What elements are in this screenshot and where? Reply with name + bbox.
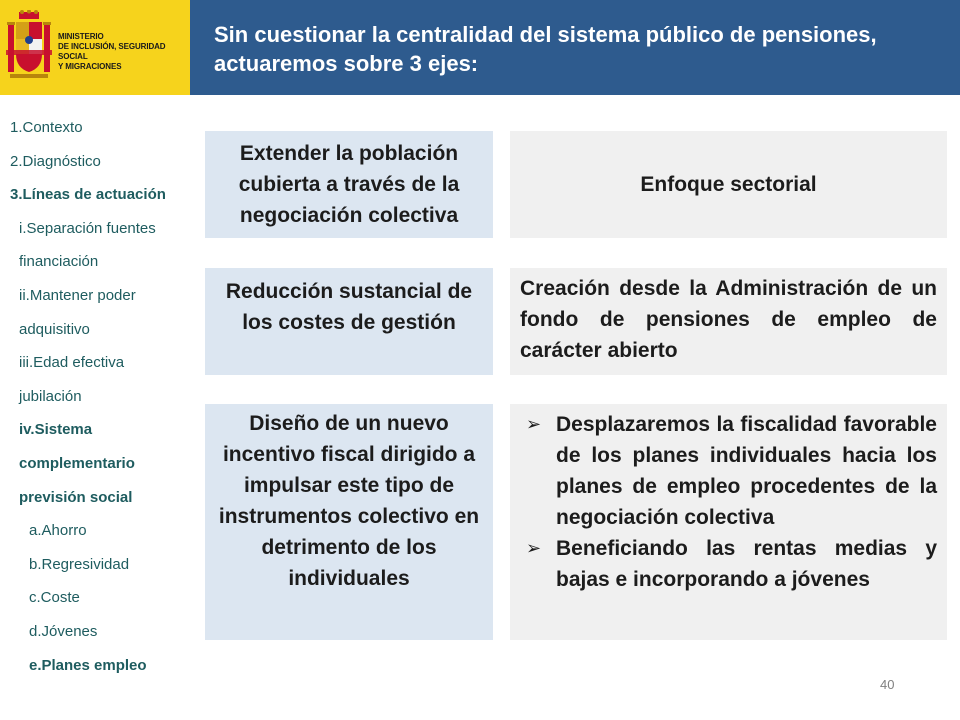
sidebar-item-mantener-poder-cont[interactable]: adquisitivo bbox=[19, 320, 90, 338]
axis-2-left-text: Reducción sustancial de los costes de gestión bbox=[225, 280, 473, 334]
bullet-item bbox=[524, 409, 937, 533]
ministry-name bbox=[58, 32, 188, 72]
page-number: 40 bbox=[880, 677, 895, 692]
sidebar-item-mantener-poder[interactable]: ii.Mantener poder bbox=[19, 286, 136, 304]
ministry-line: MINISTERIO bbox=[58, 32, 104, 41]
axis-1-right-box bbox=[510, 131, 947, 238]
arrow-bullet-icon: ➢ bbox=[526, 538, 542, 558]
sidebar-item-diagnostico[interactable]: 2.Diagnóstico bbox=[10, 152, 101, 170]
bullet-text: Desplazaremos la fiscalidad favorable de los planes individuales hacia los planes de empleo procedentes de la negociación colectiva bbox=[556, 413, 937, 529]
sidebar-item-coste[interactable]: c.Coste bbox=[29, 589, 80, 607]
sidebar-item-separacion-fuentes[interactable]: i.Separación fuentes bbox=[19, 219, 156, 237]
axis-3-left-text: Diseño de un nuevo incentivo fiscal dirigido a impulsar este tipo de instrumentos colectivo en detrimento de los individuales bbox=[218, 412, 480, 590]
sidebar-item-planes-empleo[interactable]: e.Planes empleo bbox=[29, 656, 147, 674]
arrow-bullet-icon: ➢ bbox=[526, 414, 542, 434]
sidebar-item-separacion-fuentes-cont[interactable]: financiación bbox=[19, 253, 99, 271]
bullet-text: Beneficiando las rentas medias y bajas e incorporando a jóvenes bbox=[556, 537, 937, 591]
coat-of-arms-icon bbox=[6, 10, 52, 82]
sidebar-item-lineas-actuacion[interactable]: 3.Líneas de actuación bbox=[10, 186, 166, 204]
bullet-list bbox=[524, 409, 937, 595]
slide-title: Sin cuestionar la centralidad del sistema público de pensiones, actuaremos sobre 3 ejes: bbox=[214, 22, 877, 76]
sidebar-item-sistema-complementario[interactable]: iv.Sistema bbox=[19, 421, 93, 439]
sidebar-item-ahorro[interactable]: a.Ahorro bbox=[29, 522, 87, 540]
title-bar bbox=[190, 0, 960, 95]
axis-3-right-box bbox=[510, 404, 947, 640]
sidebar-item-sistema-complementario-cont[interactable]: complementario bbox=[19, 454, 135, 472]
sidebar-nav bbox=[0, 111, 195, 682]
axis-1-left-box bbox=[205, 131, 493, 238]
axis-2-left-box bbox=[205, 268, 493, 375]
axis-2-right-box bbox=[510, 268, 947, 375]
axis-2-right-text: Creación desde la Administración de un fondo de pensiones de empleo de carácter abierto bbox=[520, 277, 937, 362]
sidebar-item-contexto[interactable]: 1.Contexto bbox=[10, 119, 83, 136]
ministry-line: Y MIGRACIONES bbox=[58, 62, 122, 71]
axis-1-right-text: Enfoque sectorial bbox=[640, 173, 817, 196]
sidebar-item-regresividad[interactable]: b.Regresividad bbox=[29, 555, 130, 573]
ministry-line: DE INCLUSIÓN, SEGURIDAD SOCIAL bbox=[58, 42, 166, 61]
sidebar-item-edad-efectiva[interactable]: iii.Edad efectiva bbox=[19, 354, 125, 372]
bullet-item bbox=[524, 533, 937, 595]
ministry-logo bbox=[0, 0, 190, 95]
axis-3-left-box bbox=[205, 404, 493, 640]
sidebar-item-sistema-complementario-cont2[interactable]: previsión social bbox=[19, 488, 133, 506]
axis-1-left-text: Extender la población cubierta a través de la negociación colectiva bbox=[238, 142, 460, 227]
sidebar-item-jovenes[interactable]: d.Jóvenes bbox=[29, 622, 98, 640]
sidebar-item-edad-efectiva-cont[interactable]: jubilación bbox=[19, 387, 82, 405]
